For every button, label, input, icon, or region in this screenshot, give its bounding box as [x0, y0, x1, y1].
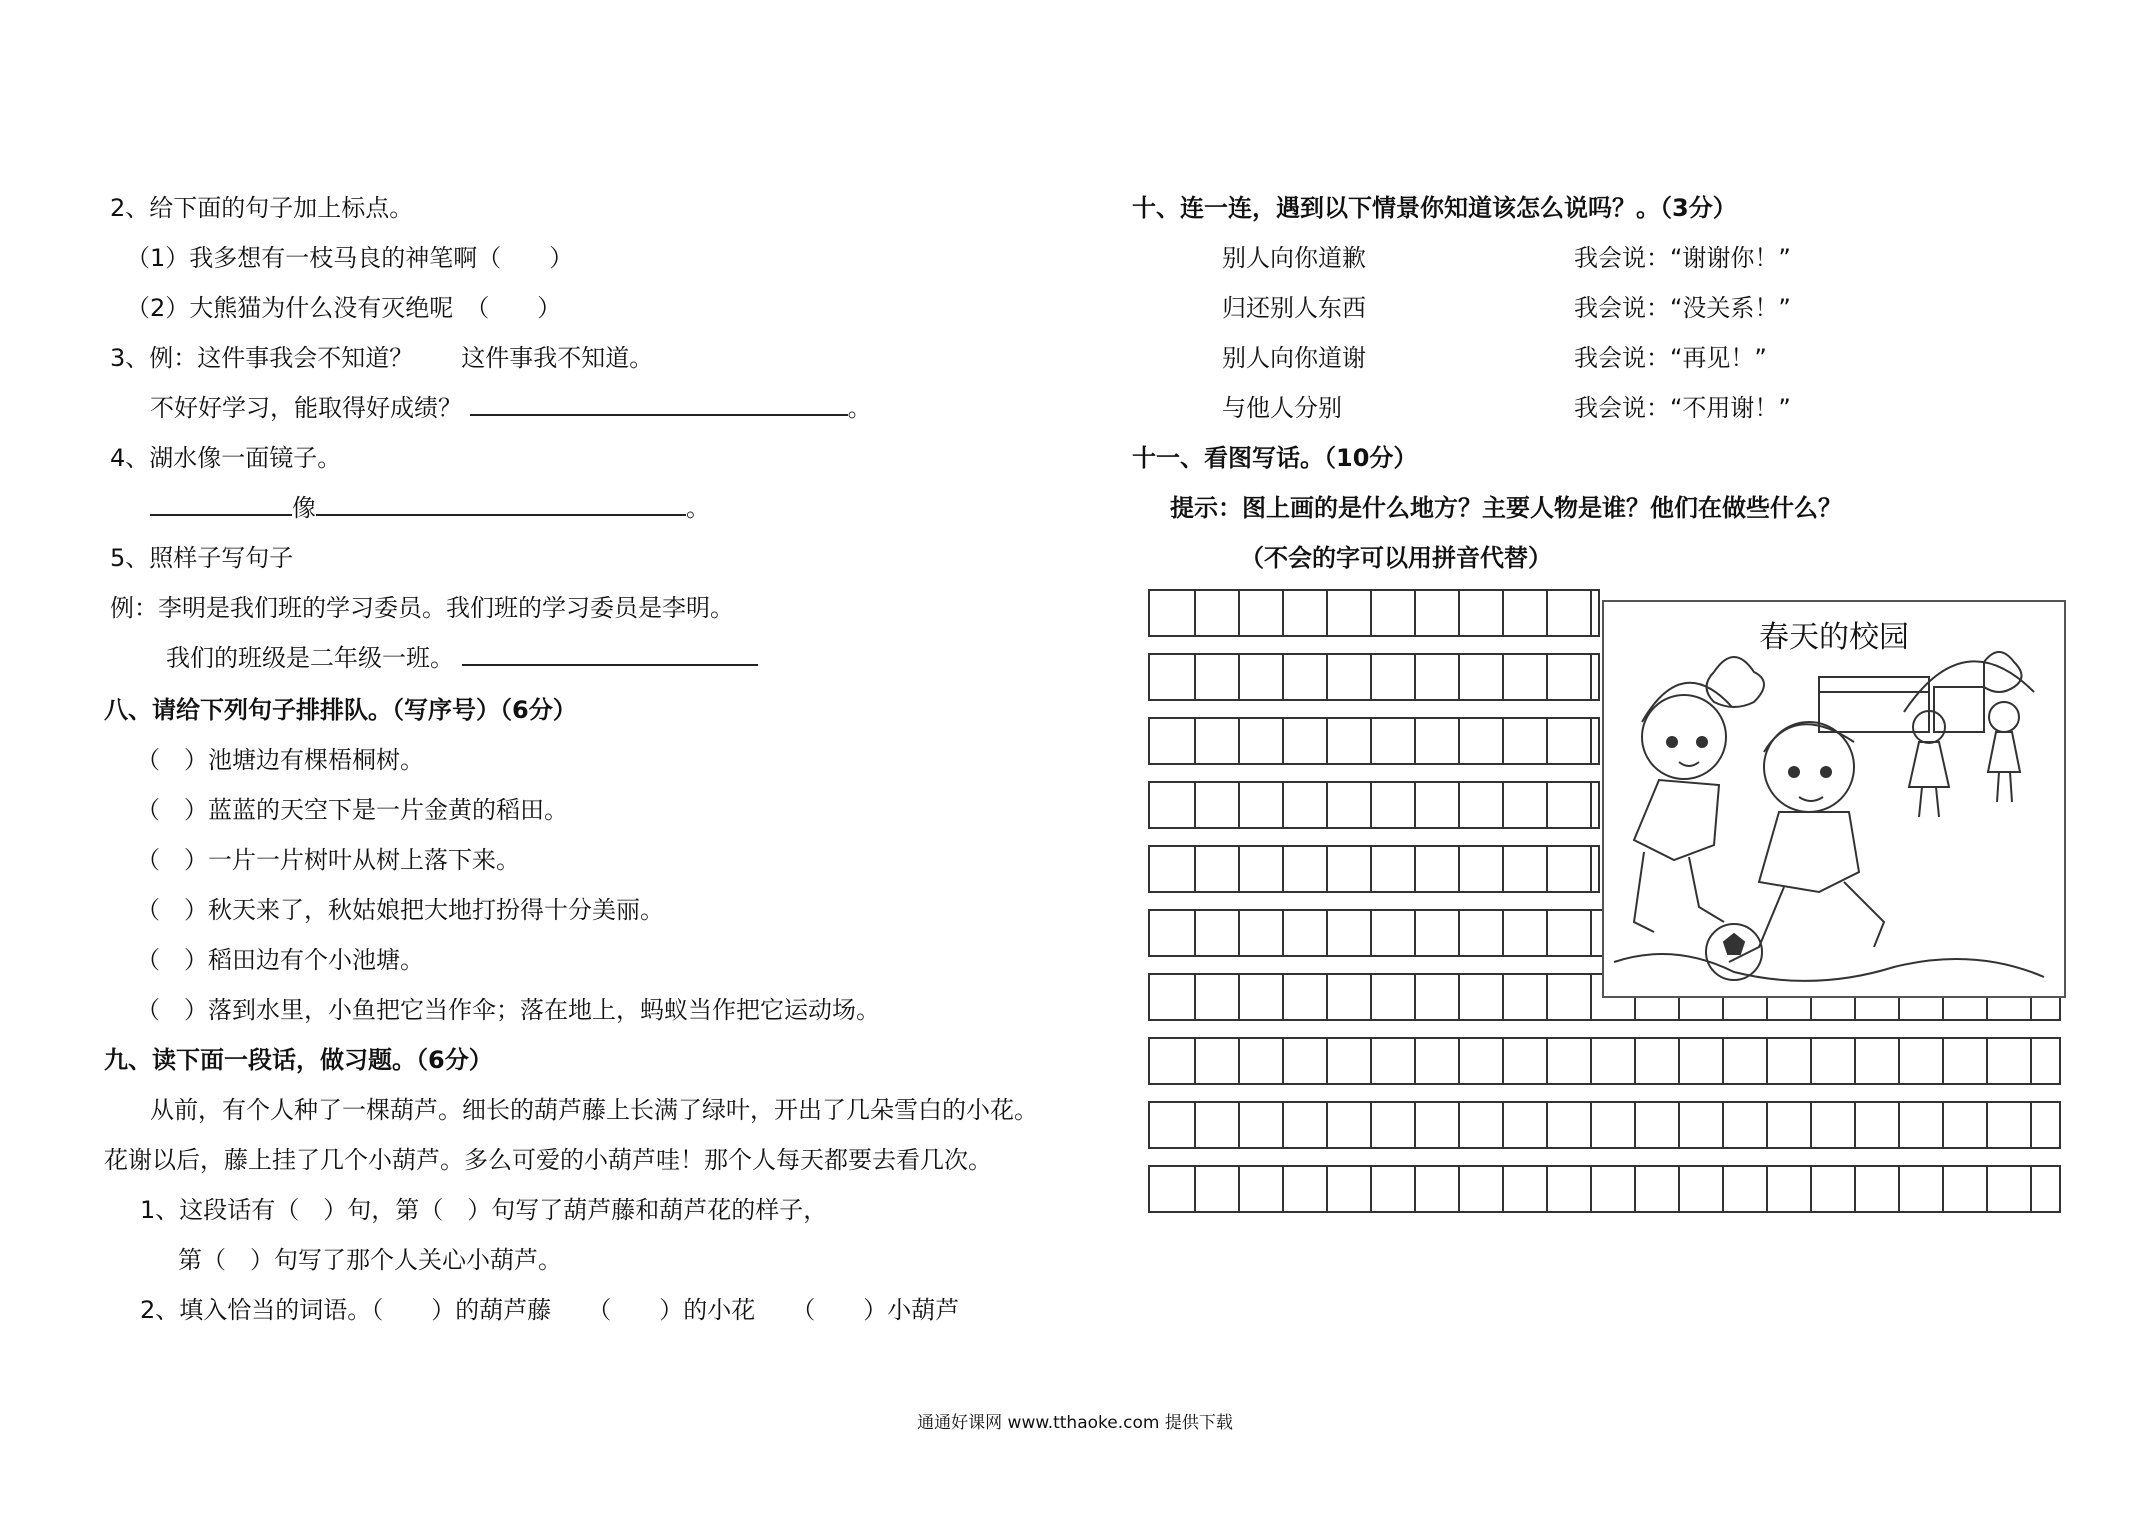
grid-cell-line — [1458, 1039, 1460, 1083]
grid-cell-line — [1326, 1103, 1328, 1147]
grid-cell-line — [1238, 1167, 1240, 1211]
grid-cell-line — [1502, 591, 1504, 635]
grid-cell-line — [1722, 1167, 1724, 1211]
answer-blank[interactable] — [150, 492, 292, 516]
s8-item[interactable]: （ ）落到水里，小鱼把它当作伞；落在地上，蚂蚁当作把它运动场。 — [136, 996, 880, 1024]
grid-cell-line — [1282, 847, 1284, 891]
grid-cell-line — [1458, 1167, 1460, 1211]
grid-cell-line — [1414, 655, 1416, 699]
q5-example: 例：李明是我们班的学习委员。我们班的学习委员是李明。 — [110, 594, 734, 622]
grid-cell-line — [1194, 1167, 1196, 1211]
grid-cell-line — [1546, 1103, 1548, 1147]
grid-cell-line — [1458, 1103, 1460, 1147]
illustration-spring-campus — [1602, 600, 2066, 998]
grid-cell-line — [1238, 911, 1240, 955]
grid-cell-line — [1282, 783, 1284, 827]
q4-title: 4、湖水像一面镜子。 — [110, 444, 342, 472]
grid-cell-line — [1458, 655, 1460, 699]
grid-cell-line — [1458, 591, 1460, 635]
grid-cell-line — [1326, 719, 1328, 763]
grid-cell-line — [1370, 719, 1372, 763]
grid-cell-line — [1194, 1039, 1196, 1083]
grid-cell-line — [1370, 1167, 1372, 1211]
q5-exercise — [166, 642, 758, 674]
grid-cell-line — [1458, 847, 1460, 891]
grid-cell-line — [1194, 783, 1196, 827]
grid-cell-line — [1634, 1103, 1636, 1147]
grid-cell-line — [1326, 591, 1328, 635]
s10-response[interactable]: 我会说：“不用谢！” — [1574, 394, 1791, 422]
grid-cell-line — [1238, 1039, 1240, 1083]
s10-situation[interactable]: 别人向你道谢 — [1222, 344, 1366, 372]
grid-cell-line — [1370, 847, 1372, 891]
grid-cell-line — [1414, 1103, 1416, 1147]
grid-cell-line — [1898, 1103, 1900, 1147]
grid-cell-line — [1238, 719, 1240, 763]
grid-cell-line — [1414, 719, 1416, 763]
grid-cell-line — [1326, 655, 1328, 699]
grid-cell-line — [1282, 975, 1284, 1019]
grid-cell-line — [1502, 655, 1504, 699]
s8-item[interactable]: （ ）一片一片树叶从树上落下来。 — [136, 846, 520, 874]
s10-situation[interactable]: 归还别人东西 — [1222, 294, 1366, 322]
grid-cell-line — [1590, 975, 1592, 1019]
s10-response[interactable]: 我会说：“没关系！” — [1574, 294, 1791, 322]
grid-cell-line — [1546, 719, 1548, 763]
grid-row[interactable] — [1148, 717, 1600, 765]
grid-cell-line — [1546, 783, 1548, 827]
grid-cell-line — [1986, 1167, 1988, 1211]
grid-cell-line — [1722, 1039, 1724, 1083]
grid-cell-line — [1326, 847, 1328, 891]
grid-cell-line — [1986, 1039, 1988, 1083]
grid-cell-line — [1678, 1103, 1680, 1147]
section-10-title: 十、连一连，遇到以下情景你知道该怎么说吗？。（3分） — [1132, 194, 1737, 222]
answer-blank[interactable] — [470, 392, 848, 416]
grid-cell-line — [1546, 1167, 1548, 1211]
grid-cell-line — [1326, 783, 1328, 827]
picture-title: 春天的校园 — [1759, 620, 1909, 655]
s8-item[interactable]: （ ）秋天来了，秋姑娘把大地打扮得十分美丽。 — [136, 896, 664, 924]
grid-cell-line — [1898, 1039, 1900, 1083]
s9-question-1b[interactable]: 第（ ）句写了那个人关心小葫芦。 — [178, 1246, 562, 1274]
grid-cell-line — [1942, 1103, 1944, 1147]
grid-cell-line — [1590, 1167, 1592, 1211]
s9-question-1[interactable]: 1、这段话有（ ）句，第（ ）句写了葫芦藤和葫芦花的样子， — [140, 1196, 828, 1224]
q2-item-1: （1）我多想有一枝马良的神笔啊（ ） — [126, 244, 574, 272]
grid-cell-line — [1414, 847, 1416, 891]
section-11-title: 十一、看图写话。（10分） — [1132, 444, 1418, 472]
grid-cell-line — [1238, 783, 1240, 827]
grid-cell-line — [1414, 1167, 1416, 1211]
grid-row[interactable] — [1148, 781, 1600, 829]
grid-cell-line — [1282, 1039, 1284, 1083]
grid-cell-line — [1546, 975, 1548, 1019]
period: 。 — [847, 394, 872, 422]
grid-row[interactable] — [1148, 1037, 2061, 1085]
grid-cell-line — [1502, 783, 1504, 827]
grid-cell-line — [1722, 1103, 1724, 1147]
grid-cell-line — [1590, 783, 1592, 827]
grid-cell-line — [1370, 1103, 1372, 1147]
grid-cell-line — [1590, 847, 1592, 891]
children-playing-illustration — [1604, 602, 2064, 996]
grid-cell-line — [1326, 1167, 1328, 1211]
grid-cell-line — [1238, 655, 1240, 699]
grid-cell-line — [1194, 911, 1196, 955]
q5-title: 5、照样子写句子 — [110, 544, 294, 572]
grid-cell-line — [1590, 911, 1592, 955]
grid-cell-line — [1678, 1039, 1680, 1083]
grid-cell-line — [1326, 911, 1328, 955]
q4-exercise — [150, 492, 710, 524]
q2-item-2: （2）大熊猫为什么没有灭绝呢 （ ） — [126, 294, 562, 322]
q3-title: 3、例：这件事我会不知道？ 这件事我不知道。 — [110, 344, 654, 372]
grid-cell-line — [1370, 911, 1372, 955]
s8-item[interactable]: （ ）稻田边有个小池塘。 — [136, 946, 424, 974]
grid-cell-line — [2030, 1103, 2032, 1147]
grid-cell-line — [1194, 719, 1196, 763]
grid-cell-line — [1766, 1103, 1768, 1147]
grid-row[interactable] — [1148, 1165, 2061, 1213]
grid-row[interactable] — [1148, 845, 1600, 893]
grid-cell-line — [1194, 1103, 1196, 1147]
grid-cell-line — [1810, 1039, 1812, 1083]
grid-cell-line — [1370, 783, 1372, 827]
grid-cell-line — [1942, 1167, 1944, 1211]
grid-cell-line — [1194, 847, 1196, 891]
grid-cell-line — [1414, 783, 1416, 827]
grid-cell-line — [1854, 1103, 1856, 1147]
grid-cell-line — [1502, 1167, 1504, 1211]
grid-cell-line — [1414, 975, 1416, 1019]
grid-cell-line — [1502, 911, 1504, 955]
grid-cell-line — [1370, 591, 1372, 635]
q5-sentence: 我们的班级是二年级一班。 — [166, 644, 454, 672]
grid-row[interactable] — [1148, 1101, 2061, 1149]
grid-cell-line — [1194, 655, 1196, 699]
grid-cell-line — [1590, 1103, 1592, 1147]
grid-cell-line — [1282, 911, 1284, 955]
section-9-title: 九、读下面一段话，做习题。（6分） — [104, 1046, 493, 1074]
grid-cell-line — [2030, 1039, 2032, 1083]
grid-cell-line — [1370, 655, 1372, 699]
grid-cell-line — [1546, 1039, 1548, 1083]
grid-cell-line — [2030, 1167, 2032, 1211]
grid-cell-line — [1766, 1167, 1768, 1211]
grid-cell-line — [1590, 1039, 1592, 1083]
grid-cell-line — [1546, 591, 1548, 635]
grid-cell-line — [1414, 591, 1416, 635]
period: 。 — [686, 494, 710, 522]
q4-like: 像 — [292, 494, 316, 522]
grid-cell-line — [1238, 1103, 1240, 1147]
grid-cell-line — [1634, 1167, 1636, 1211]
grid-cell-line — [1546, 847, 1548, 891]
s9-paragraph-1: 从前，有个人种了一棵葫芦。细长的葫芦藤上长满了绿叶，开出了几朵雪白的小花。 — [150, 1096, 1038, 1124]
s10-situation[interactable]: 别人向你道歉 — [1222, 244, 1366, 272]
s11-hint: 提示：图上画的是什么地方？主要人物是谁？他们在做些什么？ — [1170, 494, 1842, 522]
grid-cell-line — [1546, 655, 1548, 699]
s10-situation[interactable]: 与他人分别 — [1222, 394, 1342, 422]
q3-sentence: 不好好学习，能取得好成绩？ — [150, 394, 462, 422]
s11-hint-2: （不会的字可以用拼音代替） — [1240, 544, 1552, 572]
grid-cell-line — [1590, 719, 1592, 763]
grid-row[interactable] — [1148, 589, 1600, 637]
grid-cell-line — [1194, 975, 1196, 1019]
q3-exercise — [150, 392, 872, 424]
answer-blank[interactable] — [462, 642, 758, 666]
q2-title: 2、给下面的句子加上标点。 — [110, 194, 414, 222]
grid-cell-line — [1282, 1167, 1284, 1211]
grid-cell-line — [1458, 783, 1460, 827]
grid-cell-line — [1458, 975, 1460, 1019]
grid-cell-line — [1810, 1103, 1812, 1147]
grid-cell-line — [1194, 591, 1196, 635]
grid-cell-line — [1502, 975, 1504, 1019]
footer: 通通好课网 www.tthaoke.com 提供下载 — [917, 1413, 1233, 1433]
grid-row[interactable] — [1148, 653, 1600, 701]
grid-cell-line — [1238, 591, 1240, 635]
grid-cell-line — [1326, 1039, 1328, 1083]
grid-cell-line — [1238, 847, 1240, 891]
grid-cell-line — [1458, 719, 1460, 763]
grid-cell-line — [1414, 911, 1416, 955]
s8-item[interactable]: （ ）蓝蓝的天空下是一片金黄的稻田。 — [136, 796, 568, 824]
grid-cell-line — [1502, 719, 1504, 763]
grid-cell-line — [1590, 655, 1592, 699]
grid-cell-line — [1370, 975, 1372, 1019]
grid-cell-line — [1546, 911, 1548, 955]
answer-blank[interactable] — [316, 492, 686, 516]
grid-cell-line — [1282, 719, 1284, 763]
grid-cell-line — [1282, 1103, 1284, 1147]
grid-cell-line — [1326, 975, 1328, 1019]
section-8-title: 八、请给下列句子排排队。（写序号）（6分） — [104, 696, 577, 724]
grid-cell-line — [1766, 1039, 1768, 1083]
grid-cell-line — [1238, 975, 1240, 1019]
s10-response[interactable]: 我会说：“再见！” — [1574, 344, 1767, 372]
grid-cell-line — [1986, 1103, 1988, 1147]
grid-cell-line — [1810, 1167, 1812, 1211]
grid-cell-line — [1502, 847, 1504, 891]
grid-cell-line — [1590, 591, 1592, 635]
s9-paragraph-2: 花谢以后，藤上挂了几个小葫芦。多么可爱的小葫芦哇！那个人每天都要去看几次。 — [104, 1146, 992, 1174]
s8-item[interactable]: （ ）池塘边有棵梧桐树。 — [136, 746, 424, 774]
grid-cell-line — [1282, 655, 1284, 699]
grid-cell-line — [1678, 1167, 1680, 1211]
grid-cell-line — [1370, 1039, 1372, 1083]
grid-cell-line — [1458, 911, 1460, 955]
s10-response[interactable]: 我会说：“谢谢你！” — [1574, 244, 1791, 272]
grid-cell-line — [1502, 1103, 1504, 1147]
grid-cell-line — [1282, 591, 1284, 635]
grid-cell-line — [1854, 1039, 1856, 1083]
grid-cell-line — [1634, 1039, 1636, 1083]
grid-cell-line — [1942, 1039, 1944, 1083]
grid-cell-line — [1854, 1167, 1856, 1211]
grid-cell-line — [1414, 1039, 1416, 1083]
grid-cell-line — [1502, 1039, 1504, 1083]
grid-cell-line — [1898, 1167, 1900, 1211]
s9-question-2[interactable]: 2、填入恰当的词语。（ ）的葫芦藤 （ ）的小花 （ ）小葫芦 — [140, 1296, 960, 1324]
